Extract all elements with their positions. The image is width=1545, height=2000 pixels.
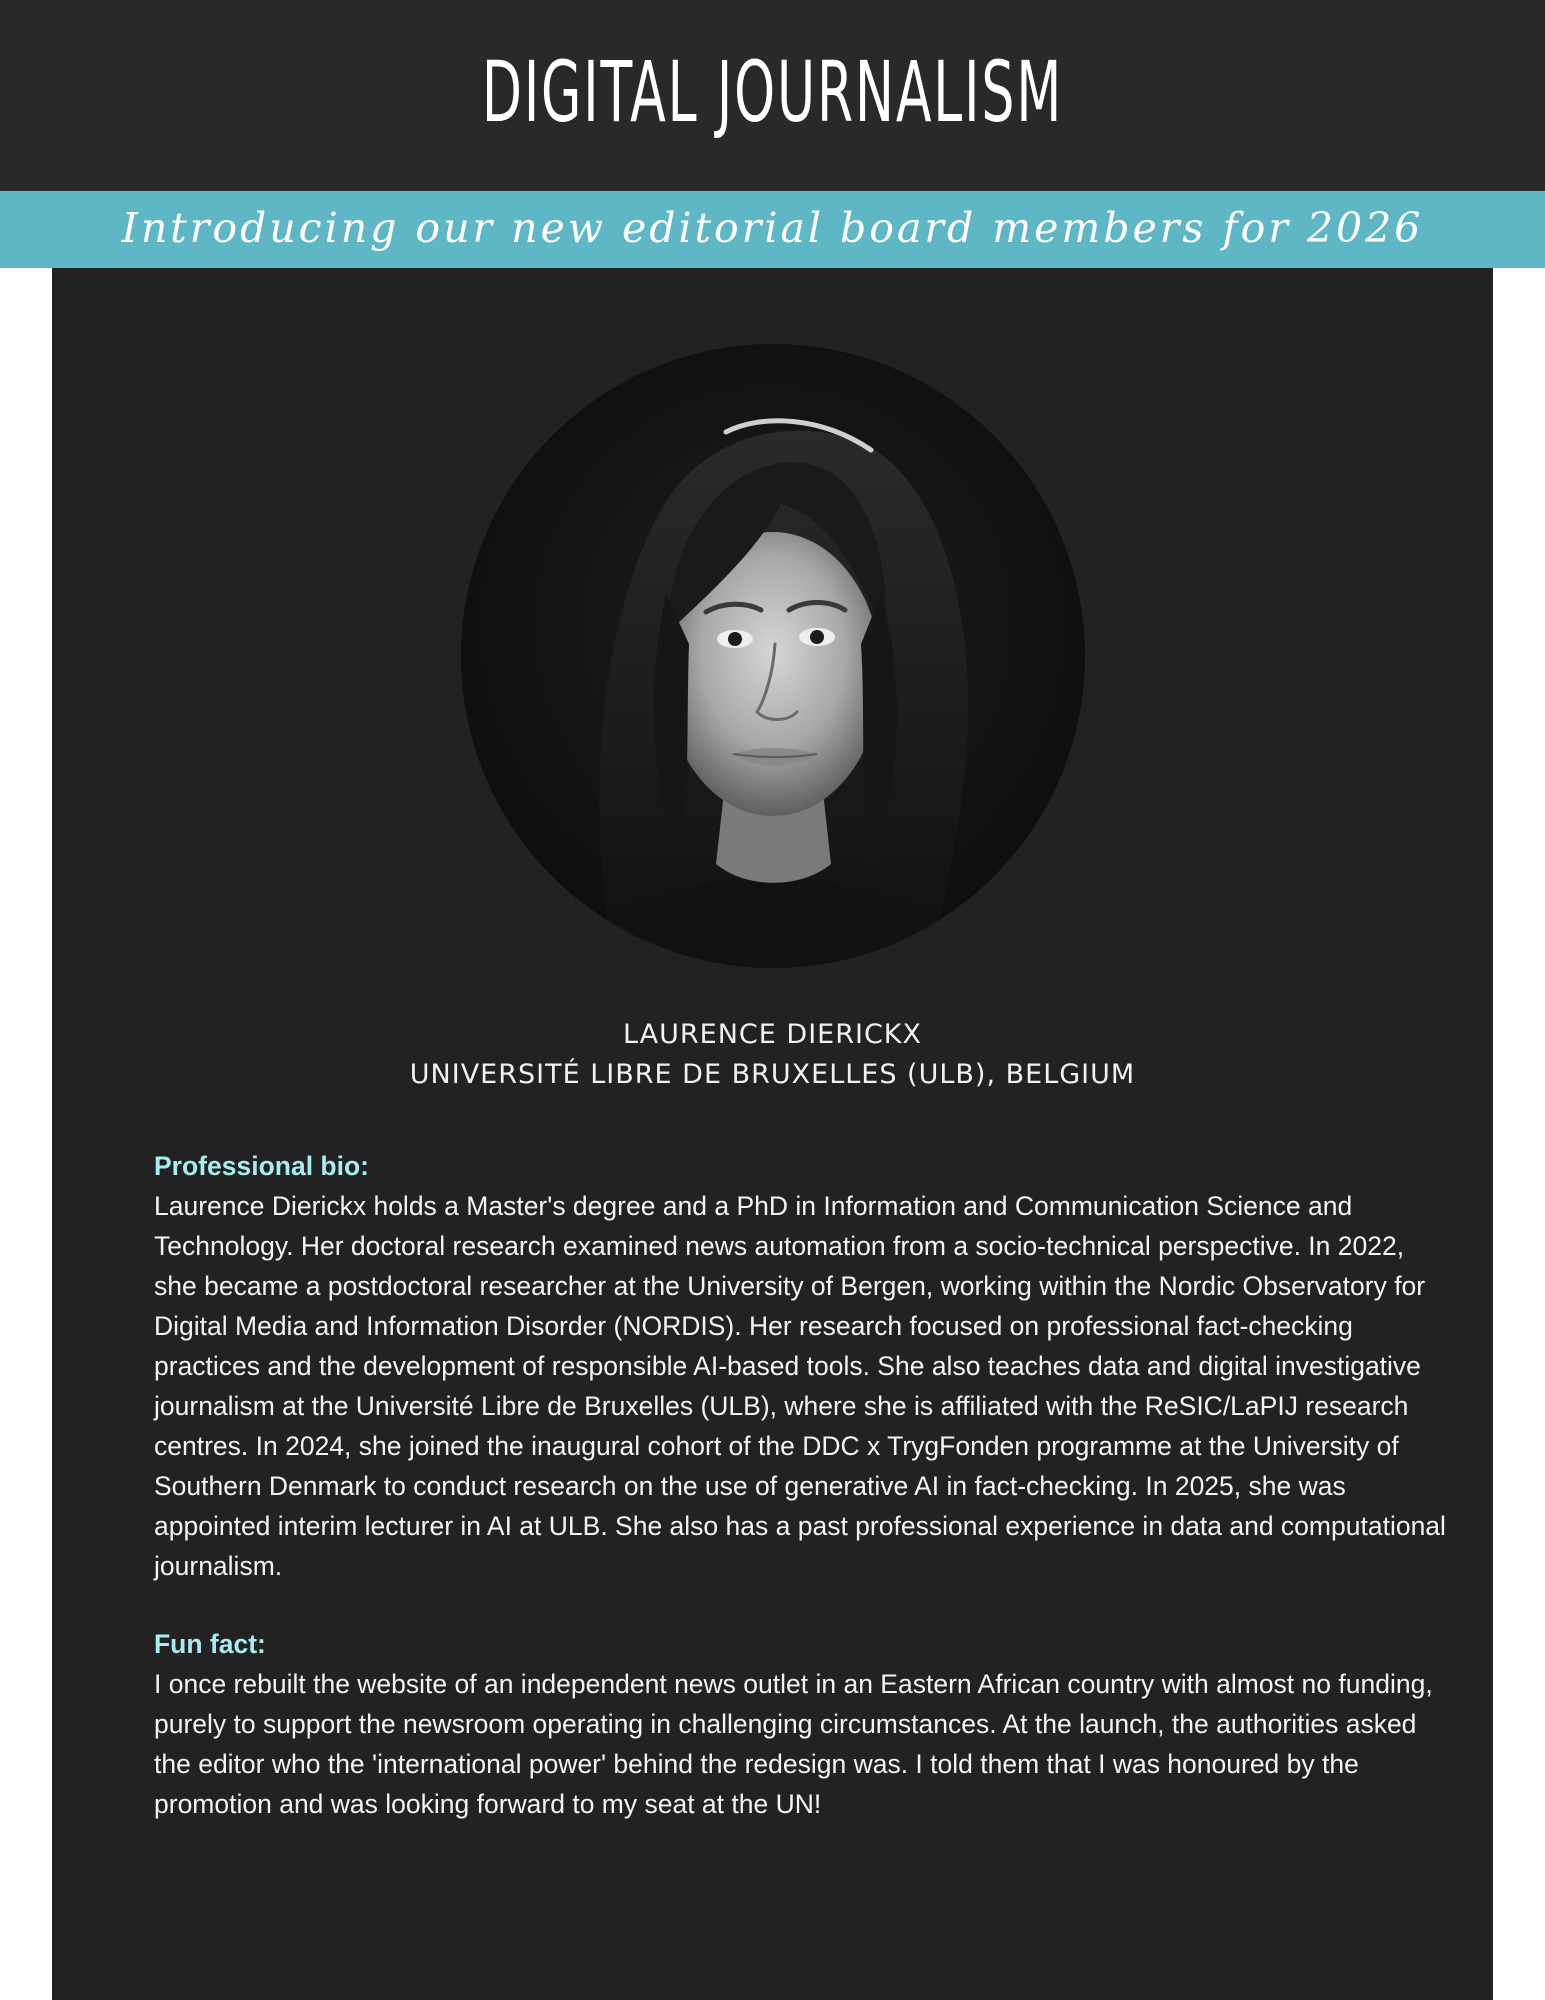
fun-fact-text: I once rebuilt the website of an independent news outlet in an Eastern African country with almost no funding, purely to support the newsroom operating in challenging circumstances. At the launch, the authorities asked the editor who the 'international power' behind the redesign was. I told them that I was honoured by the promotion and was looking forward to my seat at the UN! [154,1669,1433,1819]
member-identity [52,1015,1493,1095]
fun-fact-heading: Fun fact: [154,1629,266,1659]
masthead-title: DIGITAL JOURNALISM [481,43,1064,141]
portrait-photo [461,344,1085,968]
member-card [52,268,1493,2000]
portrait-illustration [461,344,1085,968]
banner-text: Introducing our new editorial board members for 2026 [121,204,1424,252]
bio-section [154,1146,1454,1586]
fun-fact-section [154,1624,1454,1824]
intro-banner [0,191,1545,268]
bio-heading: Professional bio: [154,1151,369,1181]
bio-text: Laurence Dierickx holds a Master's degree and a PhD in Information and Communication Science and Technology. Her doctoral research examined news automation from a socio-technical perspective. In 2022, she became a postdoctoral researcher at the University of Bergen, working within the Nordic Observatory for Digital Media and Information Disorder (NORDIS). Her research focused on professional fact-checking practices and the development of responsible AI-based tools. She also teaches data and digital investigative journalism at the Université Libre de Bruxelles (ULB), where she is affiliated with the ReSIC/LaPIJ research centres. In 2024, she joined the inaugural cohort of the DDC x TrygFonden programme at the University of Southern Denmark to conduct research on the use of generative AI in fact-checking. In 2025, she was appointed interim lecturer in AI at ULB. She also has a past professional experience in data and computational journalism. [154,1191,1446,1581]
member-name: LAURENCE DIERICKX [623,1019,922,1050]
masthead [0,0,1545,191]
member-affiliation: UNIVERSITÉ LIBRE DE BRUXELLES (ULB), BELGIUM [409,1059,1136,1090]
